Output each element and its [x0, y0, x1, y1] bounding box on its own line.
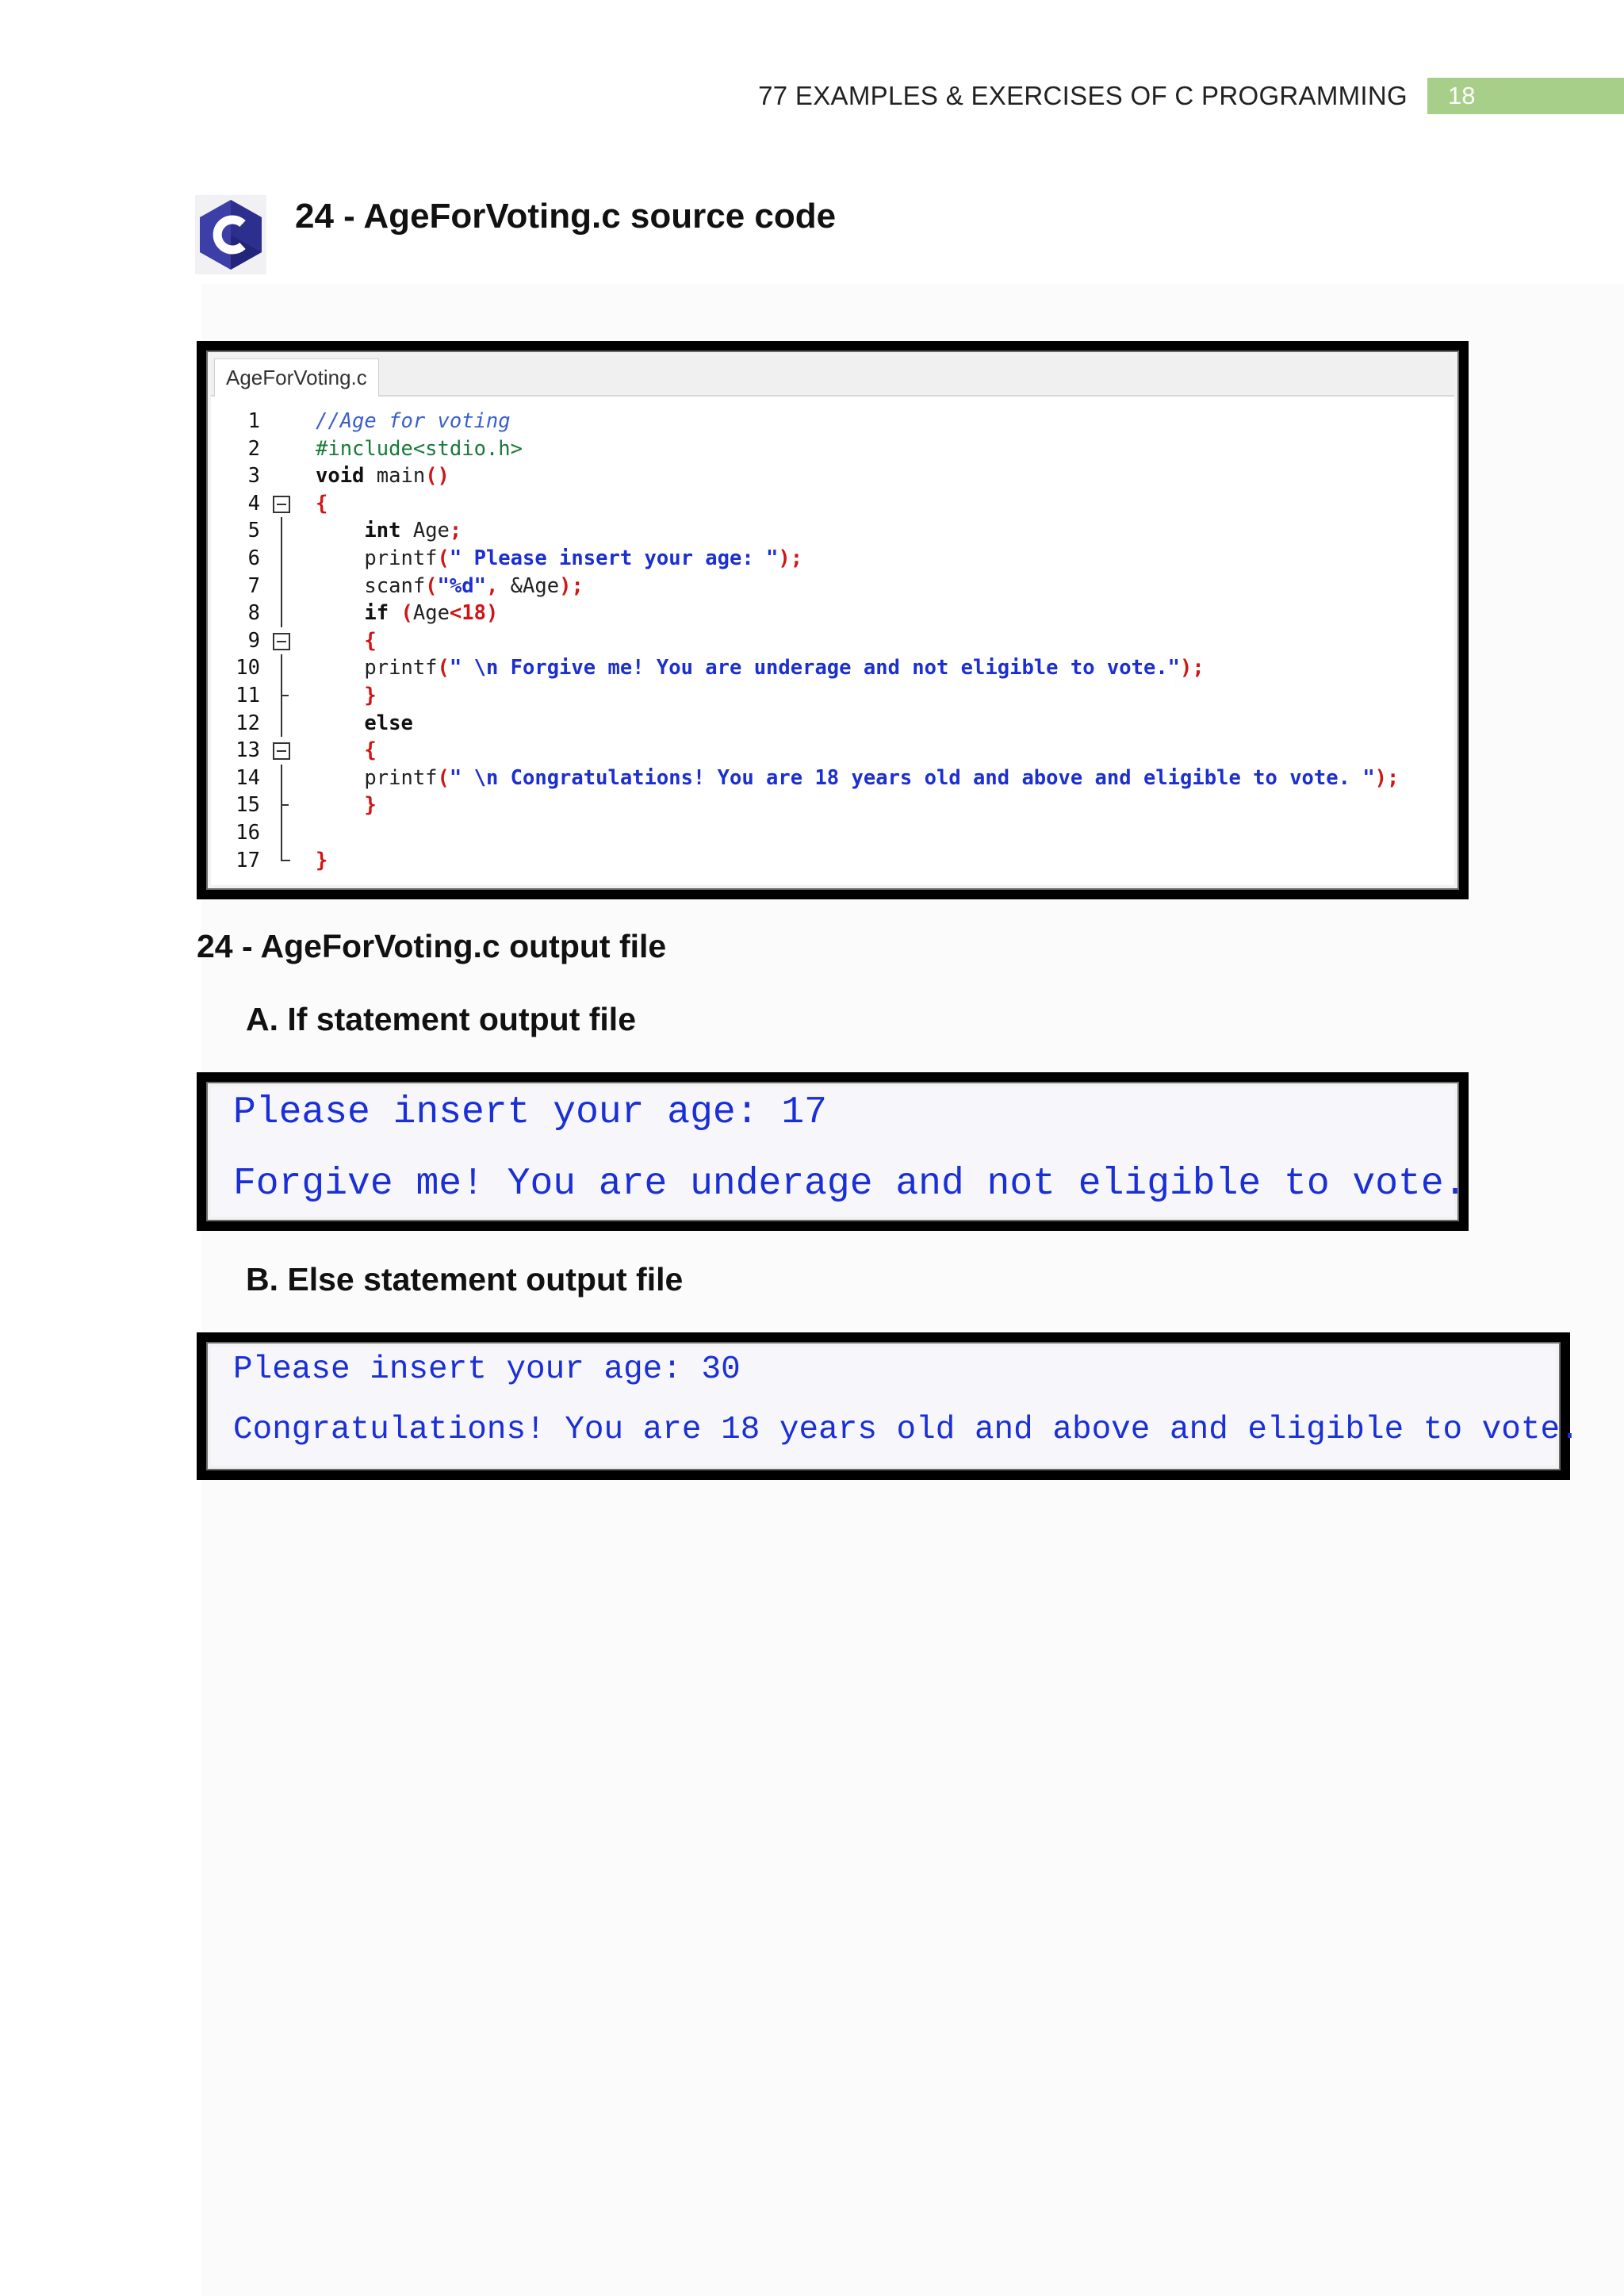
code-text	[316, 737, 377, 765]
code-line	[211, 710, 1454, 738]
code-text	[316, 682, 377, 710]
line-number: 10	[236, 656, 260, 680]
code-text	[316, 792, 377, 819]
code-token: {	[316, 491, 328, 516]
fold-gutter	[273, 462, 293, 490]
code-line	[211, 792, 1454, 819]
code-token: main	[364, 464, 426, 489]
code-token: #include<stdio.h>	[316, 436, 523, 461]
code-token	[316, 684, 364, 707]
code-token: (	[425, 573, 438, 598]
code-token	[316, 629, 364, 653]
if-heading: A. If statement output file	[246, 1001, 636, 1037]
code-token: scanf	[316, 573, 426, 598]
code-token: void	[316, 464, 365, 489]
code-line	[211, 462, 1454, 490]
line-number: 3	[247, 464, 260, 489]
code-area	[211, 408, 1454, 874]
code-line	[211, 654, 1454, 682]
fold-gutter	[273, 682, 293, 710]
fold-gutter	[273, 654, 293, 682]
fold-gutter	[273, 737, 293, 765]
code-token: "%d"	[437, 573, 486, 598]
collapse-toggle-icon[interactable]	[273, 742, 290, 760]
code-line	[211, 765, 1454, 792]
fold-gutter	[273, 408, 293, 435]
line-number: 5	[247, 519, 260, 543]
line-number: 15	[236, 793, 260, 818]
code-token: else	[364, 711, 413, 735]
collapse-toggle-icon[interactable]	[273, 633, 290, 650]
code-token: ,	[485, 573, 511, 598]
page-number: 18	[1427, 78, 1624, 114]
code-token	[316, 793, 364, 817]
code-text	[316, 408, 511, 435]
fold-gutter	[273, 627, 293, 655]
code-token: ;	[449, 519, 462, 543]
code-token: }	[364, 683, 377, 707]
code-line	[211, 435, 1454, 463]
editor-tab-bar	[211, 355, 1454, 397]
line-number: 14	[236, 765, 260, 790]
else-heading: B. Else statement output file	[246, 1261, 684, 1297]
code-text	[316, 545, 802, 573]
collapse-toggle-icon[interactable]	[273, 496, 290, 513]
fold-gutter	[273, 847, 293, 875]
code-token	[316, 601, 364, 625]
console-line: Congratulations! You are 18 years old and above and eligible to vote.	[233, 1412, 1580, 1448]
code-token: (	[400, 601, 413, 626]
line-number: 9	[247, 628, 260, 653]
code-token	[389, 601, 400, 625]
tab-ageforvoting[interactable]: AgeForVoting.c	[214, 358, 379, 397]
code-token: );	[559, 573, 584, 598]
code-token: (	[437, 656, 450, 680]
code-token: //Age for voting	[316, 409, 511, 433]
code-line	[211, 517, 1454, 545]
code-text	[316, 765, 1399, 792]
line-number: 2	[247, 436, 260, 461]
code-token: }	[316, 848, 328, 872]
code-line	[211, 847, 1454, 875]
line-number: 11	[236, 683, 260, 707]
fold-gutter	[273, 792, 293, 819]
code-line	[211, 408, 1454, 435]
code-line	[211, 819, 1454, 847]
code-token: " \n Congratulations! You are 18 years old and above and eligible to vote. "	[449, 765, 1375, 790]
code-line	[211, 682, 1454, 710]
code-text	[316, 600, 498, 627]
line-number: 12	[236, 711, 260, 735]
code-text	[316, 517, 462, 545]
else-output-console	[197, 1332, 1580, 1480]
line-number: 8	[247, 601, 260, 626]
code-token: (	[437, 765, 450, 790]
fold-gutter	[273, 435, 293, 463]
line-number: 7	[247, 573, 260, 598]
line-number: 1	[247, 409, 260, 433]
header-title: 77 EXAMPLES & EXERCISES OF C PROGRAMMING	[758, 81, 1408, 110]
code-line	[211, 573, 1454, 600]
line-number: 16	[236, 820, 260, 845]
line-number: 17	[236, 848, 260, 872]
fold-gutter	[273, 600, 293, 627]
line-number: 13	[236, 738, 260, 763]
code-token: );	[778, 546, 803, 570]
page-header	[0, 78, 1624, 119]
code-line	[211, 545, 1454, 573]
code-text	[316, 435, 523, 463]
code-token	[316, 711, 364, 735]
code-text	[316, 490, 327, 518]
line-number: 4	[247, 491, 260, 516]
fold-gutter	[273, 517, 293, 545]
fold-gutter	[273, 819, 293, 847]
code-token: if	[364, 601, 389, 626]
code-line	[211, 600, 1454, 627]
code-token: {	[364, 738, 377, 763]
code-token: printf	[316, 546, 438, 570]
fold-gutter	[273, 490, 293, 518]
code-token: &Age	[510, 573, 560, 598]
code-text	[316, 627, 377, 655]
code-token: ()	[425, 464, 450, 489]
code-token: Age	[400, 519, 450, 543]
if-output-console	[197, 1072, 1469, 1231]
code-text	[316, 654, 1205, 682]
section-title: 24 - AgeForVoting.c source code	[295, 197, 837, 236]
code-token: Age	[412, 601, 450, 626]
code-token: );	[1374, 765, 1400, 790]
fold-gutter	[273, 765, 293, 792]
source-code-screenshot	[197, 341, 1469, 899]
console-line: Please insert your age: 17	[233, 1091, 827, 1134]
code-line	[211, 737, 1454, 765]
code-token: {	[364, 628, 377, 653]
code-token: );	[1180, 656, 1205, 680]
code-token: }	[364, 793, 377, 818]
output-title: 24 - AgeForVoting.c output file	[197, 928, 667, 964]
code-token: " \n Forgive me! You are underage and not eligible to vote."	[449, 656, 1181, 680]
code-token	[316, 738, 364, 762]
console-line: Forgive me! You are underage and not eligible to vote.	[233, 1163, 1467, 1205]
code-text	[316, 710, 413, 738]
code-line	[211, 490, 1454, 518]
code-token: <18)	[449, 601, 499, 626]
line-number: 6	[247, 546, 260, 570]
fold-gutter	[273, 710, 293, 738]
fold-gutter	[273, 573, 293, 600]
c-language-logo-icon	[195, 195, 266, 274]
code-token: printf	[316, 656, 438, 680]
code-text	[316, 573, 584, 600]
code-text	[316, 847, 327, 875]
fold-gutter	[273, 545, 293, 573]
code-token: (	[437, 546, 450, 570]
code-token: " Please insert your age: "	[449, 546, 779, 570]
code-token	[316, 519, 364, 542]
code-token: printf	[316, 765, 438, 790]
code-token: int	[364, 519, 401, 543]
code-text	[316, 462, 450, 490]
code-line	[211, 627, 1454, 655]
console-line: Please insert your age: 30	[233, 1351, 741, 1388]
